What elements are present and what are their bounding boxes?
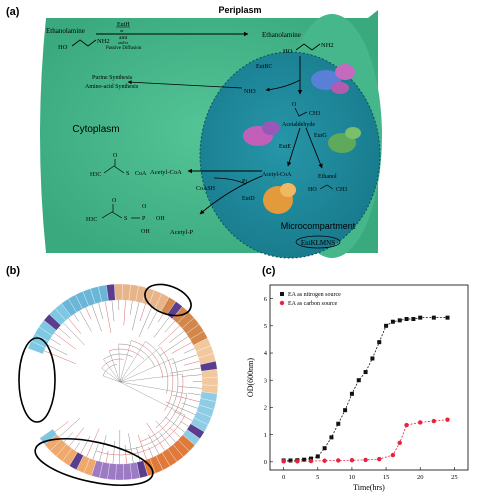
tree-branch: [80, 311, 92, 332]
data-point-nitrogen: [405, 317, 409, 321]
y-tick-label: 5: [263, 323, 267, 331]
nh3-label: NH3: [244, 89, 256, 95]
tree-branch: [64, 432, 73, 441]
data-point-nitrogen: [377, 340, 381, 344]
coash-label: CoASH: [196, 186, 216, 192]
amt-label: amt: [119, 35, 128, 41]
tree-internal-branch: [120, 358, 173, 382]
data-point-nitrogen: [432, 316, 436, 320]
acetaldehyde-o: O: [292, 102, 297, 108]
panel-b: [6, 265, 218, 494]
tree-branch: [74, 314, 79, 321]
data-point-carbon: [295, 459, 299, 463]
tree-branch: [55, 421, 69, 431]
data-point-nitrogen: [411, 317, 415, 321]
acetyl-coa-center: Acetyl-CoA: [262, 172, 292, 178]
panel-b-label: (b): [6, 265, 21, 277]
data-point-carbon: [363, 458, 367, 462]
data-point-carbon: [391, 453, 395, 457]
acetyl-p-p: P: [142, 216, 146, 222]
tree-branch: [172, 342, 192, 353]
tree-branch: [75, 443, 80, 451]
tree-internal-branch: [120, 382, 187, 394]
cytoplasm-label: Cytoplasm: [72, 124, 120, 135]
eut-g-label: EutG: [314, 133, 327, 139]
acetaldehyde-label: Acetaldehyde: [282, 122, 315, 128]
tree-leaf-segment: [202, 377, 218, 385]
y-axis-label: OD(600nm): [246, 357, 255, 398]
data-point-nitrogen: [418, 316, 422, 320]
data-point-carbon: [350, 458, 354, 462]
or-label: or: [120, 28, 124, 33]
x-tick-label: 5: [316, 474, 320, 481]
data-point-carbon: [445, 417, 449, 421]
phylogenetic-tree-ring: [28, 284, 218, 480]
y-tick-label: 0: [263, 459, 267, 467]
tree-internal-branch: [120, 382, 185, 415]
purine-label: Purine Synthesis: [92, 75, 133, 81]
x-tick-label: 20: [416, 474, 424, 481]
tree-branch: [128, 433, 133, 463]
tree-branch: [170, 368, 201, 373]
acetyl-p-h3c: H3C: [86, 217, 98, 223]
y-tick-label: 2: [263, 404, 267, 412]
tree-branch: [154, 317, 170, 338]
ethanol-ch3: CH3: [336, 187, 348, 193]
y-tick-label: 3: [263, 377, 267, 385]
ho-right: HO: [283, 48, 293, 55]
data-point-nitrogen: [446, 316, 450, 320]
x-tick-label: 10: [348, 474, 356, 481]
tree-branch: [59, 418, 80, 437]
tree-branch: [170, 428, 180, 437]
data-point-nitrogen: [391, 320, 395, 324]
tree-branch: [54, 333, 76, 349]
ethanolamine-left: Ethanolamine: [46, 27, 85, 35]
acetyl-p-o: O: [112, 198, 117, 204]
data-point-nitrogen: [288, 458, 292, 462]
pi-label: Pi: [242, 179, 248, 185]
tree-branch: [158, 326, 180, 347]
acetyl-coa-o: O: [113, 153, 118, 159]
x-tick-label: 0: [282, 474, 286, 481]
tree-branch: [68, 318, 81, 334]
tree-internal-arc: [104, 354, 134, 359]
amino-label: Amino-acid Synthesis: [85, 84, 139, 90]
tree-branch: [136, 447, 140, 462]
nh2-right: NH2: [321, 42, 334, 49]
acetyl-coa-h3c: H3C: [90, 172, 102, 178]
data-point-nitrogen: [357, 378, 361, 382]
tree-branch: [50, 339, 60, 345]
data-point-nitrogen: [370, 356, 374, 360]
acetyl-coa-left: Acetyl-CoA: [150, 169, 182, 176]
data-point-nitrogen: [316, 454, 320, 458]
tree-branch: [188, 393, 201, 395]
series-line: [284, 318, 448, 461]
x-axis-label: Time(hrs): [353, 483, 385, 492]
tree-branch: [69, 428, 84, 447]
data-point-nitrogen: [398, 318, 402, 322]
acetyl-p-oh-right: OH: [156, 216, 165, 222]
tree-internal-arc: [109, 349, 144, 359]
panel-c-label: (c): [262, 265, 276, 277]
periplasm-label: Periplasm: [218, 5, 262, 15]
microcompartment-label: Microcompartment: [280, 221, 356, 231]
panel-a-label: (a): [6, 6, 20, 18]
data-point-nitrogen: [364, 370, 368, 374]
legend-label: EA as carbon source: [288, 301, 338, 308]
tree-leaf-segment: [116, 464, 124, 480]
data-point-carbon: [281, 459, 285, 463]
ethanol-label: Ethanol: [318, 174, 337, 180]
ethanol-ho: HO: [308, 187, 317, 193]
x-tick-label: 15: [382, 474, 390, 481]
tree-branch: [125, 445, 127, 464]
tree-branch: [44, 351, 75, 364]
tree-branch: [132, 302, 139, 330]
tree-internal-arc: [103, 364, 117, 376]
tree-branch: [113, 441, 115, 464]
tree-internal-branch: [119, 344, 120, 382]
tree-branch: [184, 361, 199, 365]
acetyl-p-s: S: [124, 216, 128, 222]
data-point-nitrogen: [384, 324, 388, 328]
tree-branch: [105, 301, 111, 332]
tree-internal-branch: [120, 340, 131, 382]
data-point-nitrogen: [343, 408, 347, 412]
tree-branch: [165, 321, 175, 332]
tree-branch: [178, 386, 202, 388]
tree-branch: [59, 328, 71, 339]
tree-branch: [86, 308, 91, 320]
eut-klmns-label: EutKLMNS: [300, 239, 336, 247]
passive-diffusion-label: Passive Diffusion: [106, 46, 142, 51]
tree-branch: [172, 355, 197, 364]
tree-branch: [112, 300, 114, 321]
tree-branch: [158, 313, 164, 322]
acetyl-p-label: Acetyl-P: [170, 229, 194, 236]
tree-branch: [99, 303, 103, 319]
tree-internal-arc: [160, 347, 173, 411]
and-or-label: and/or: [118, 40, 129, 45]
panel-c: [246, 265, 468, 492]
data-point-carbon: [432, 419, 436, 423]
acetyl-p-oh-bottom: OH: [141, 229, 150, 235]
acetyl-coa-s: S: [126, 171, 130, 177]
tree-branch: [180, 421, 188, 426]
data-point-carbon: [398, 441, 402, 445]
tree-branch: [148, 447, 152, 457]
tree-branch: [93, 444, 98, 459]
x-tick-label: 25: [451, 474, 458, 481]
y-tick-label: 1: [263, 431, 267, 439]
y-tick-label: 6: [263, 295, 267, 303]
ethanolamine-right: Ethanolamine: [262, 31, 301, 39]
acetaldehyde-ch3: CH3: [309, 111, 321, 117]
tree-branch: [124, 300, 126, 325]
eut-e-label: EutE: [279, 144, 291, 150]
tree-internal-branch: [103, 376, 120, 382]
legend-marker: [280, 301, 284, 305]
tree-branch: [184, 348, 195, 353]
ho-left: HO: [58, 44, 68, 51]
data-point-nitrogen: [329, 435, 333, 439]
acetyl-p-o-top: O: [142, 204, 147, 210]
acetyl-coa-coa: CoA: [135, 171, 147, 177]
tree-branch: [140, 304, 146, 321]
tree-internal-branch: [102, 368, 120, 382]
legend-label: EA as nitrogen source: [288, 292, 341, 299]
tree-branch: [99, 435, 106, 461]
tree-branch: [182, 375, 202, 377]
tree-branch: [106, 451, 108, 463]
growth-chart: [246, 285, 468, 492]
data-point-nitrogen: [323, 446, 327, 450]
series-line: [284, 420, 448, 462]
eut-bc-label: EutBC: [256, 64, 273, 70]
y-tick-label: 4: [263, 350, 267, 358]
eut-d-label: EutD: [242, 196, 255, 202]
tree-internal-arc: [141, 374, 183, 441]
tree-leaf-segment: [114, 284, 122, 300]
eut-h-label: EutH: [117, 22, 130, 28]
tree-branch: [169, 331, 184, 343]
data-point-nitrogen: [350, 392, 354, 396]
chart-frame: [270, 285, 468, 470]
tree-internal-branch: [120, 341, 145, 382]
data-point-carbon: [404, 423, 408, 427]
data-point-carbon: [322, 459, 326, 463]
tree-branch: [130, 301, 132, 315]
nh2-left: NH2: [97, 38, 110, 45]
data-point-carbon: [418, 420, 422, 424]
data-point-carbon: [309, 459, 313, 463]
panel-a: [6, 5, 382, 258]
tree-internal-arc: [145, 341, 168, 393]
data-point-carbon: [377, 457, 381, 461]
data-point-carbon: [336, 458, 340, 462]
data-point-nitrogen: [336, 422, 340, 426]
legend-marker: [280, 292, 284, 296]
tree-branch: [139, 306, 152, 336]
